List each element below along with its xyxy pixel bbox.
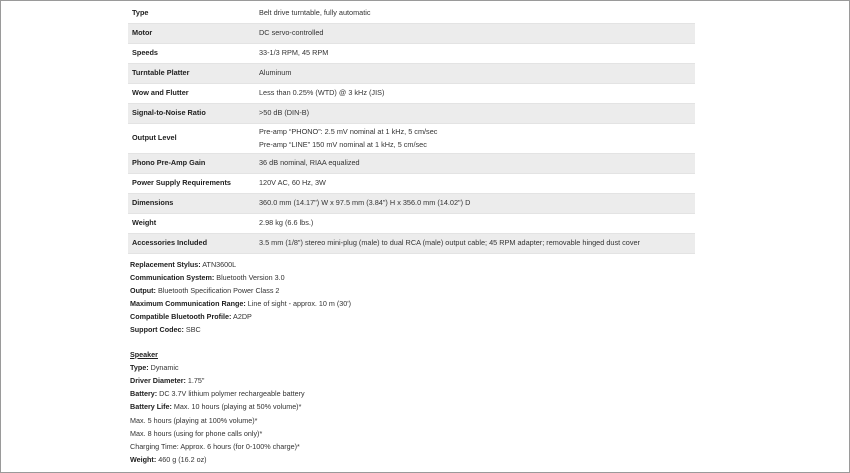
spec-row bbox=[128, 43, 695, 63]
spec-value bbox=[255, 83, 695, 103]
speaker-spec-value: 1.75" bbox=[185, 376, 205, 385]
speaker-spec-row bbox=[130, 387, 696, 400]
spec-value-line: 2.98 kg (6.6 lbs.) bbox=[259, 218, 314, 228]
spec-value bbox=[255, 43, 695, 63]
speaker-spec-row bbox=[130, 374, 696, 387]
spec-label: Accessories Included bbox=[128, 233, 255, 253]
bluetooth-spec-row bbox=[130, 258, 696, 271]
spec-label: Wow and Flutter bbox=[128, 83, 255, 103]
speaker-spec-value: Charging Time: Approx. 6 hours (for 0-100% charge)* bbox=[130, 441, 300, 451]
bluetooth-spec-label: Communication System: bbox=[130, 272, 215, 282]
speaker-heading: Speaker bbox=[130, 349, 158, 359]
spec-value-line: 36 dB nominal, RIAA equalized bbox=[259, 158, 360, 168]
speaker-spec-value: Max. 8 hours (using for phone calls only)* bbox=[130, 428, 263, 438]
spec-label: Turntable Platter bbox=[128, 63, 255, 83]
spec-value bbox=[255, 103, 695, 123]
spec-value-line: Aluminum bbox=[259, 68, 292, 78]
speaker-section bbox=[128, 337, 696, 467]
spec-value bbox=[255, 153, 695, 173]
spec-table bbox=[128, 3, 695, 254]
bluetooth-spec-value: Bluetooth Version 3.0 bbox=[214, 272, 285, 282]
spec-value bbox=[255, 123, 695, 153]
speaker-spec-row bbox=[130, 414, 696, 427]
spec-row bbox=[128, 193, 695, 213]
bluetooth-spec-value: A2DP bbox=[231, 312, 252, 322]
spec-row bbox=[128, 3, 695, 23]
bluetooth-spec-row bbox=[130, 271, 696, 284]
spec-value-line: 3.5 mm (1/8") stereo mini-plug (male) to dual RCA (male) output cable; 45 RPM adapter; removable hinged dust cover bbox=[259, 238, 640, 248]
spec-label: Motor bbox=[128, 23, 255, 43]
speaker-spec-label: Battery: bbox=[130, 389, 158, 399]
speaker-spec-value: 460 g (16.2 oz) bbox=[156, 455, 207, 465]
speaker-spec-label: Type: bbox=[130, 362, 149, 372]
speaker-spec-value: Max. 10 hours (playing at 50% volume)* bbox=[171, 402, 302, 412]
spec-value bbox=[255, 213, 695, 233]
spec-label: Phono Pre-Amp Gain bbox=[128, 153, 255, 173]
bluetooth-spec-row bbox=[130, 323, 696, 336]
bluetooth-spec-value: Bluetooth Specification Power Class 2 bbox=[155, 285, 280, 295]
spec-value-line: Pre-amp “LINE” 150 mV nominal at 1 kHz, 5 cm/sec bbox=[259, 140, 427, 149]
spec-row bbox=[128, 83, 695, 103]
spec-value-line: Belt drive turntable, fully automatic bbox=[259, 8, 371, 18]
bluetooth-spec-label: Support Codec: bbox=[130, 325, 184, 335]
speaker-spec-value: Max. 5 hours (playing at 100% volume)* bbox=[130, 415, 258, 425]
spec-value bbox=[255, 173, 695, 193]
spec-label: Speeds bbox=[128, 43, 255, 63]
bluetooth-spec-row bbox=[130, 297, 696, 310]
spec-value-line: 120V AC, 60 Hz, 3W bbox=[259, 178, 326, 188]
spec-row bbox=[128, 103, 695, 123]
spec-label: Weight bbox=[128, 213, 255, 233]
speaker-spec-row bbox=[130, 361, 696, 374]
speaker-spec-value: Dynamic bbox=[148, 362, 179, 372]
spec-value bbox=[255, 233, 695, 253]
spec-row bbox=[128, 23, 695, 43]
spec-label: Type bbox=[128, 3, 255, 23]
spec-row bbox=[128, 213, 695, 233]
spec-label: Output Level bbox=[128, 123, 255, 153]
spec-content bbox=[128, 3, 696, 466]
spec-row bbox=[128, 233, 695, 253]
spec-row bbox=[128, 123, 695, 153]
speaker-spec-label: Weight: bbox=[130, 455, 157, 465]
speaker-spec-value: DC 3.7V lithium polymer rechargeable battery bbox=[157, 389, 305, 399]
bluetooth-spec-label: Replacement Stylus: bbox=[130, 259, 201, 269]
bluetooth-specs bbox=[128, 258, 696, 337]
spec-row bbox=[128, 173, 695, 193]
bluetooth-spec-label: Output: bbox=[130, 285, 156, 295]
spec-value-line: >50 dB (DIN-B) bbox=[259, 108, 310, 118]
spec-value bbox=[255, 23, 695, 43]
spec-row bbox=[128, 63, 695, 83]
spec-label: Signal-to-Noise Ratio bbox=[128, 103, 255, 123]
spec-value bbox=[255, 63, 695, 83]
bluetooth-spec-label: Compatible Bluetooth Profile: bbox=[130, 312, 232, 322]
spec-label: Power Supply Requirements bbox=[128, 173, 255, 193]
spec-row bbox=[128, 153, 695, 173]
spec-value bbox=[255, 193, 695, 213]
speaker-spec-label: Driver Diameter: bbox=[130, 376, 186, 385]
speaker-spec-row bbox=[130, 427, 696, 440]
bluetooth-spec-value: SBC bbox=[183, 325, 201, 335]
speaker-spec-label: Battery Life: bbox=[130, 402, 172, 412]
bluetooth-spec-value: Line of sight - approx. 10 m (30') bbox=[245, 299, 352, 309]
spec-value-line: 33-1/3 RPM, 45 RPM bbox=[259, 48, 329, 58]
spec-value-line: Pre-amp “PHONO”: 2.5 mV nominal at 1 kHz, 5 cm/sec bbox=[259, 126, 438, 136]
spec-value-line: DC servo-controlled bbox=[259, 28, 324, 38]
speaker-spec-row bbox=[130, 440, 696, 453]
spec-value bbox=[255, 3, 695, 23]
spec-value-line: Less than 0.25% (WTD) @ 3 kHz (JIS) bbox=[259, 88, 385, 98]
bluetooth-spec-label: Maximum Communication Range: bbox=[130, 299, 246, 309]
spec-value-line: 360.0 mm (14.17") W x 97.5 mm (3.84") H x 356.0 mm (14.02") D bbox=[259, 198, 471, 208]
bluetooth-spec-row bbox=[130, 284, 696, 297]
bluetooth-spec-row bbox=[130, 310, 696, 323]
bluetooth-spec-value: ATN3600L bbox=[200, 259, 237, 269]
spec-label: Dimensions bbox=[128, 193, 255, 213]
speaker-spec-row bbox=[130, 453, 696, 466]
speaker-spec-row bbox=[130, 400, 696, 413]
